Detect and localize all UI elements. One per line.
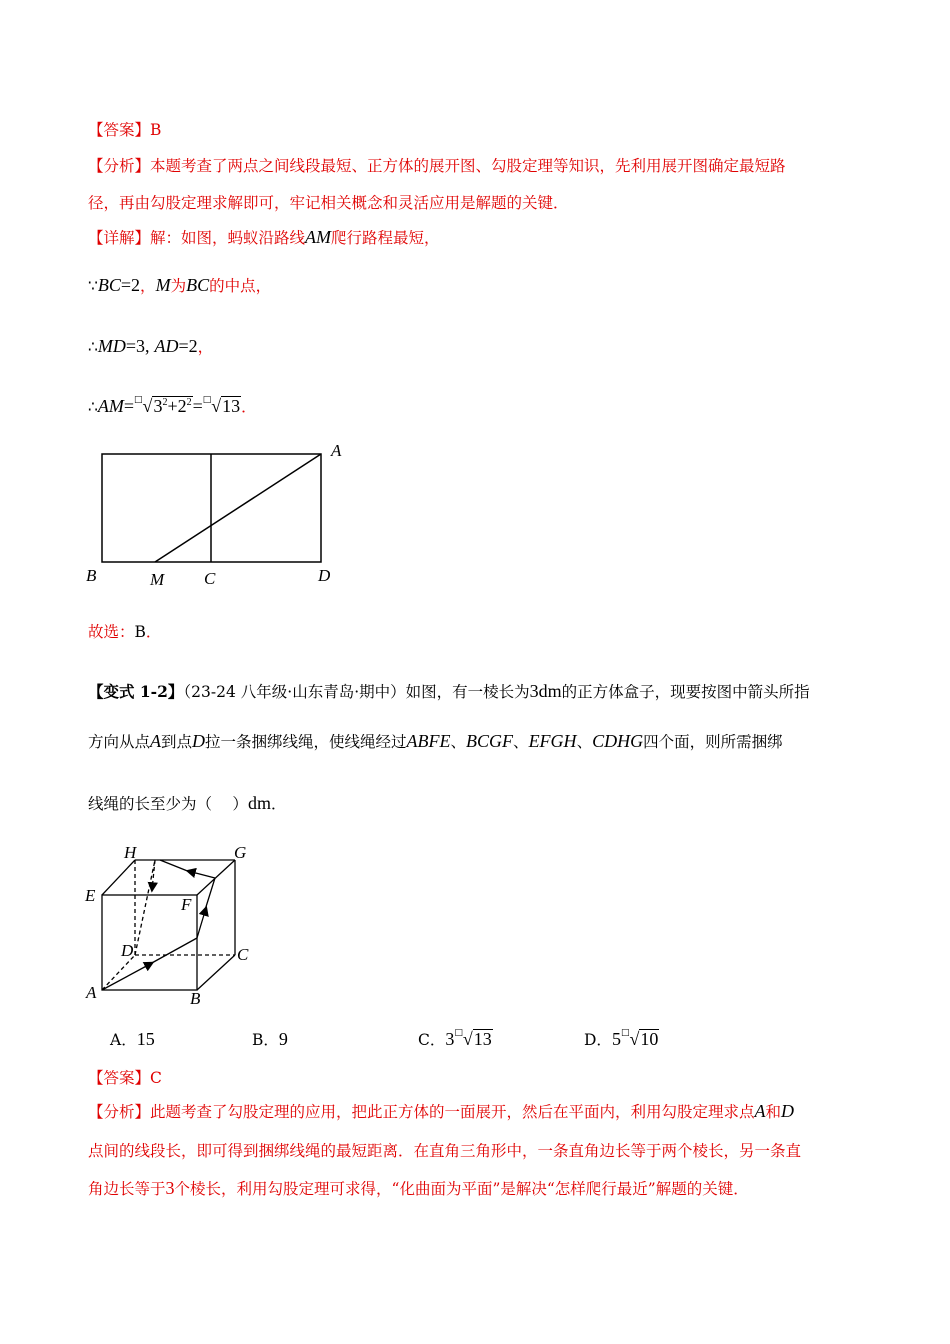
exponent-1: 2 [162,397,168,408]
text-is: 为 [170,277,187,295]
variant-text-6: 四个面，则所需捆绑 [643,733,783,751]
analysis2-line-2 [88,1139,801,1161]
analysis-text-1: 本题考查了两点之间线段最短、正方体的展开图、勾股定理等知识，先利用展开图确定最短路 [150,157,786,175]
equals-sign-2: = [192,396,203,416]
point-d: D [192,731,206,751]
segment-am [155,454,321,562]
var-am: AM [97,396,124,416]
label-b: B [190,989,201,1008]
label-b: B [86,566,97,585]
var-md: MD [97,336,126,356]
detail-text-b: 爬行路程最短， [331,229,440,247]
variant-line-3 [88,792,286,814]
edge-fg [197,860,235,895]
label-f: F [181,895,192,914]
analysis2-text-3b: 个棱长，利用勾股定理可求得，“化曲面为平面”是解决“怎样爬行最近”解题的关键． [174,1180,749,1198]
label-e: E [85,886,96,905]
radical-sign-2: √ [211,396,222,416]
option-b-letter: B． [252,1031,279,1049]
variant-text-5: 拉一条捆绑线绳，使线绳经过 [205,733,407,751]
analysis2-text-2: 点间的线段长，即可得到捆绑线绳的最短距离．在直角三角形中，一条直角边长等于两个棱长，另一条直 [88,1142,802,1160]
answer-label: 【答案】 [88,121,151,139]
comma: ， [140,277,156,295]
unfolded-net-figure [80,438,370,598]
option-a[interactable] [110,1028,155,1050]
face-efgh: EFGH [528,731,577,751]
label-d: D [318,566,331,585]
point-a: A [754,1101,766,1121]
label-c: C [204,569,216,588]
label-h: H [124,843,137,862]
separator-1: 、 [450,733,467,751]
edge-bc [197,955,235,990]
option-d-letter: D． [584,1031,612,1049]
radicand-term-2: 2 [177,396,187,416]
label-m: M [150,570,165,589]
eq-value: =2 [120,275,141,295]
label-c: C [237,945,249,964]
option-d[interactable] [584,1028,659,1050]
equals-sign: = [123,396,135,416]
variant-text-7: 线绳的长至少为（ ） [88,795,248,813]
answer-label: 【答案】 [88,1069,151,1087]
point-d: D [781,1101,795,1121]
point-a: A [150,731,162,751]
answer-value: C [150,1069,162,1087]
edge-eh [102,860,135,895]
analysis-label: 【分析】 [88,1103,151,1121]
option-d-radicand: 10 [640,1029,659,1049]
face-cdhg: CDHG [592,731,644,751]
label-a: A [86,983,97,1002]
option-c-radical-sign: √ [462,1029,473,1049]
analysis2-text-1: 此题考查了勾股定理的应用，把此正方体的一面展开，然后在平面内，利用勾股定理求点 [150,1103,755,1121]
edge-ad-hidden [102,955,135,990]
detail-line [88,226,440,248]
period: ． [270,795,287,813]
separator-2: 、 [513,733,529,751]
answer-value: B [150,121,162,139]
variant-line-1 [88,680,810,702]
equation-2 [88,335,213,357]
radicand-term-1: 3 [153,396,163,416]
option-a-letter: A． [110,1031,137,1049]
label-g: G [234,843,247,862]
detail-label: 【详解】 [88,229,151,247]
option-c-radicand: 13 [473,1029,492,1049]
equation-1 [88,274,271,296]
path-segment-1 [150,938,197,964]
path-segment-3 [160,860,190,872]
radicand-2: 13 [222,396,241,416]
radical-index-box: □ [134,395,143,405]
text-midpoint: 的中点， [209,277,272,295]
therefore-symbol: ∴ [88,398,98,416]
var-bc: BC [97,275,121,295]
label-d: D [121,941,134,960]
path-arrow-2 [197,908,206,938]
label-a: A [331,441,342,460]
analysis-label: 【分析】 [88,157,151,175]
face-bcgf: BCGF [466,731,514,751]
var-am: AM [305,227,332,247]
choose-line [88,620,161,642]
separator: , [145,336,150,356]
text-and: 和 [765,1103,782,1121]
face-abfe: ABFE [406,731,451,751]
radical-sign: √ [142,396,153,416]
equation-3 [88,395,257,417]
separator-3: 、 [576,733,593,751]
variant-source: （23-24 八年级·山东青岛·期中） [183,683,406,701]
option-c-index-box: □ [454,1028,463,1038]
option-c-coef: 3 [445,1029,455,1049]
var-m: M [155,275,171,295]
var-ad: AD [154,336,179,356]
unit-dm: dm [247,793,271,813]
period: ． [145,623,162,641]
choose-text: 故选： [88,623,135,641]
answer-line-1 [88,118,161,140]
exponent-2: 2 [186,397,192,408]
variant-text-2: 的正方体盒子，现要按图中箭头所指 [561,683,810,701]
option-c-letter: C． [418,1031,446,1049]
detail-text-a: 解：如图，蚂蚁沿路线 [150,229,306,247]
path-segment-hidden-1 [135,860,155,955]
choose-value: B [134,623,146,641]
analysis-text-2: 径，再由勾股定理求解即可，牢记相关概念和灵活应用是解题的关键． [88,194,569,212]
value-3: =3 [125,336,146,356]
option-b-value: 9 [278,1029,288,1049]
value-2: =2 [178,336,198,356]
cube-figure [80,838,280,1013]
option-b[interactable] [252,1028,288,1050]
variant-text-3: 方向从点 [88,733,151,751]
analysis-line-1 [88,154,786,176]
analysis2-line-3 [88,1177,749,1199]
option-c[interactable] [418,1028,493,1050]
variant-label: 【变式 1-2】 [88,682,184,701]
therefore-symbol: ∴ [88,338,98,356]
analysis2-text-3a: 角边长等于 [88,1180,166,1198]
comma: ， [197,338,214,356]
value-three: 3 [165,1178,175,1198]
option-a-value: 15 [136,1029,155,1049]
period: ． [241,398,257,416]
radical-index-box-2: □ [202,395,212,405]
option-d-radical-sign: √ [629,1029,640,1049]
radicand-1 [152,396,192,415]
variant-text-1: 如图，有一棱长为 [405,683,530,701]
answer-line-2 [88,1066,162,1088]
analysis2-line-1 [88,1100,794,1122]
option-d-index-box: □ [620,1028,630,1038]
option-d-coef: 5 [611,1029,621,1049]
edge-length: 3dm [529,681,562,701]
plus-sign: + [167,396,178,416]
path-arrow-3 [188,871,215,878]
var-bc-2: BC [186,275,210,295]
path-arrow-1 [102,963,152,990]
variant-line-2 [88,730,783,752]
because-symbol: ∵ [88,277,98,295]
analysis-line-2 [88,191,569,213]
variant-text-4: 到点 [161,733,193,751]
